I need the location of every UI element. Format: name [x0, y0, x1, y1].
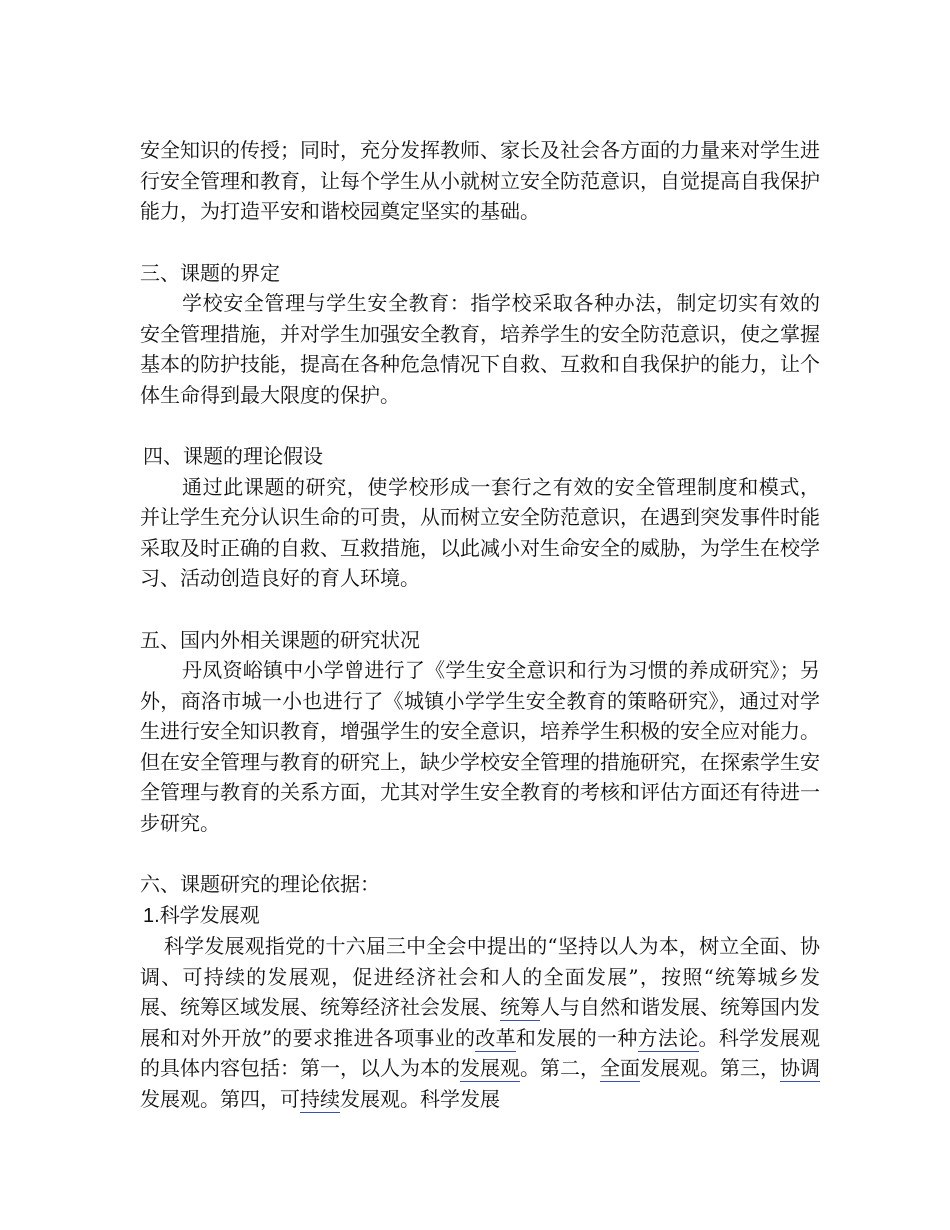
section-6-heading: 六、课题研究的理论依据： — [140, 872, 380, 896]
section-6-body — [140, 931, 820, 1114]
section-5-heading: 五、国内外相关课题的研究状况 — [140, 627, 420, 652]
link-fangfalun[interactable]: 方法论 — [637, 1025, 699, 1050]
spacer — [140, 410, 820, 441]
link-xietiao[interactable]: 协调 — [780, 1056, 820, 1080]
section-4-heading: 四、课题的理论假设 — [143, 444, 323, 468]
link-quanmian[interactable]: 全面 — [600, 1056, 640, 1080]
intro-paragraph: 安全知识的传授；同时，充分发挥教师、家长及社会各方面的力量来对学生进行安全管理和教育，让每个学生从小就树立安全防范意识，自觉提高自我保护能力，为打造平安和谐校园奠定坚实的基础。 — [140, 138, 820, 223]
body-text: 发展观。第四，可 — [140, 1086, 300, 1111]
section-4-body: 通过此课题的研究，使学校形成一套行之有效的安全管理制度和模式，并让学生充分认识生命的可贵，从而树立安全防范意识，在遇到突发事件时能采取及时正确的自救、互救措施，以此减小对生命安全的威胁，为学生在校学习、活动创造良好的育人环境。 — [140, 474, 820, 590]
body-text: 和发展的一种 — [515, 1025, 638, 1050]
subsection-title: 科学发展观 — [159, 902, 260, 927]
body-text: 发展观。科学发展 — [340, 1086, 500, 1111]
section-3-body: 学校安全管理与学生安全教育：指学校采取各种办法，制定切实有效的安全管理措施，并对学生加强安全教育，培养学生的安全防范意识，使之掌握基本的防护技能，提高在各种危急情况下自救、互救和自我保护的能力，让个体生命得到最大限度的保护。 — [140, 291, 820, 407]
spacer — [140, 227, 820, 258]
body-text: 科学发展观指党的十六届三中全会中提出的“坚持以人为本，树立全面、协调、可持续的发展观，促进经济社会和人的全面发展”，按照“统筹城乡发展、统筹区域发展、统筹经济社会发展、 — [140, 934, 820, 1019]
body-text: 。科学发展观的具体内容包括：第一，以人为本的 — [140, 1025, 821, 1080]
spacer — [140, 594, 820, 625]
body-text: 。第二， — [520, 1056, 600, 1080]
link-chixu[interactable]: 持续 — [300, 1086, 340, 1111]
subsection-number: 1. — [143, 904, 160, 927]
section-3-heading: 三、课题的界定 — [140, 260, 280, 285]
link-gaige[interactable]: 改革 — [475, 1025, 516, 1050]
body-text: 发展观。第三， — [640, 1056, 780, 1080]
link-fazhanguan[interactable]: 发展观 — [460, 1056, 520, 1080]
spacer — [140, 838, 820, 869]
subsection-1-heading — [140, 900, 820, 932]
link-tongchou[interactable]: 统筹 — [500, 995, 540, 1019]
document-page — [140, 135, 820, 1114]
body-text: 人与自然和谐发展、统筹国内发展和对外开放”的要求推进各项事业的 — [140, 995, 820, 1050]
section-5-body: 丹凤资峪镇中小学曾进行了《学生安全意识和行为习惯的养成研究》；另外，商洛市城一小也进行了《城镇小学学生安全教育的策略研究》，通过对学生进行安全知识教育，增强学生的安全意识，培养学生积极的安全应对能力。但在安全管理与教育的研究上，缺少学校安全管理的措施研究，在探索学生安全管理与教育的关系方面，尤其对学生安全教育的考核和评估方面还有待进一步研究。 — [140, 658, 820, 835]
